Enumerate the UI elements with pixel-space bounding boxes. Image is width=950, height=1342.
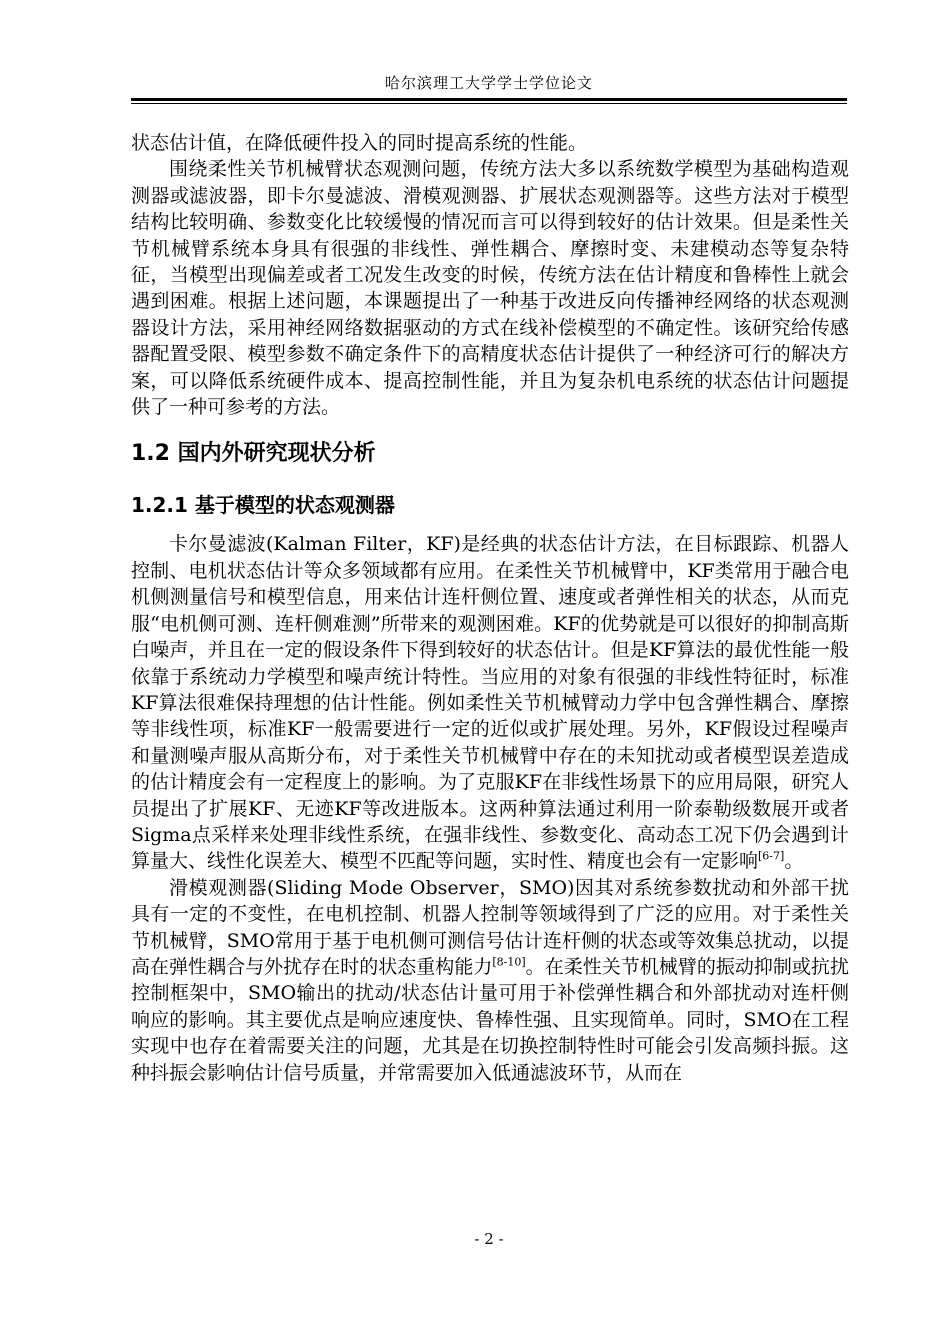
header-rule-thick [131, 98, 847, 101]
kf-text: 卡尔曼滤波(Kalman Filter，KF)是经典的状态估计方法，在目标跟踪、机器人控制、电机状态估计等众多领域都有应用。在柔性关节机械臂中，KF类常用于融合电机侧测量信号和模型信息，用来估计连杆侧位置、速度或者弹性相关的状态，从而克服“电机侧可测、连杆侧难测”所带来的观测困难。KF的优势就是可以很好的抑制高斯白噪声，并且在一定的假设条件下得到较好的状态估计。但是KF算法的最优性能一般依靠于系统动力学模型和噪声统计特性。当应用的对象有很强的非线性特征时，标准KF算法很难保持理想的估计性能。例如柔性关节机械臂动力学中包含弹性耦合、摩擦等非线性项，标准KF一般需要进行一定的近似或扩展处理。另外，KF假设过程噪声和量测噪声服从高斯分布，对于柔性关节机械臂中存在的未知扰动或者模型误差造成的估计精度会有一定程度上的影响。为了克服KF在非线性场景下的应用局限，研究人员提出了扩展KF、无迹KF等改进版本。这两种算法通过利用一阶泰勒级数展开或者Sigma点采样来处理非线性系统，在强非线性、参数变化、高动态工况下仍会遇到计算量大、线性化误差大、模型不匹配等问题，实时性、精度也会有一定影响 [131, 533, 849, 873]
paragraph-continuation: 状态估计值，在降低硬件投入的同时提高系统的性能。 [131, 132, 588, 154]
page-body [131, 130, 849, 1086]
citation-8-10: [8-10] [492, 955, 526, 969]
page-number: - 2 - [474, 1230, 504, 1248]
kf-tail: 。 [784, 850, 804, 873]
section-heading: 1.2 国内外研究现状分析 [131, 441, 376, 467]
smo-text-a: 滑模观测器(Sliding Mode Observer，SMO)因其对系统参数扰动和外部干扰具有一定的不变性，在电机控制、机器人控制等领域得到了广泛的应用。对于柔性关节机械臂，SMO常用于基于电机侧可测信号估计连杆侧的状态或等效集总扰动，以提高在弹性耦合与外扰存在时的状态重构能力 [131, 876, 849, 978]
paragraph-background: 围绕柔性关节机械臂状态观测问题，传统方法大多以系统数学模型为基础构造观测器或滤波器，即卡尔曼滤波、滑模观测器、扩展状态观测器等。这些方法对于模型结构比较明确、参数变化比较缓慢的情况而言可以得到较好的估计效果。但是柔性关节机械臂系统本身具有很强的非线性、弹性耦合、摩擦时变、未建模动态等复杂特征，当模型出现偏差或者工况发生改变的时候，传统方法在估计精度和鲁棒性上就会遇到困难。根据上述问题，本课题提出了一种基于改进反向传播神经网络的状态观测器设计方法，采用神经网络数据驱动的方式在线补偿模型的不确定性。该研究给传感器配置受限、模型参数不确定条件下的高精度状态估计提供了一种经济可行的解决方案，可以降低系统硬件成本、提高控制性能，并且为复杂机电系统的状态估计问题提供了一种可参考的方法。 [131, 158, 849, 419]
paragraph-sliding-mode-observer [131, 875, 849, 1086]
subsection-heading: 1.2.1 基于模型的状态观测器 [131, 493, 395, 518]
page-header: 哈尔滨理工大学学士学位论文 [384, 74, 593, 92]
citation-6-7: [6-7] [758, 850, 785, 864]
header-rule-thin [131, 103, 847, 104]
smo-text-b: 。在柔性关节机械臂的振动抑制或抗扰控制框架中，SMO输出的扰动/状态估计量可用于补偿弹性耦合和外部扰动对连杆侧响应的影响。其主要优点是响应速度快、鲁棒性强、且实现简单。同时，SMO在工程实现中也存在着需要关注的问题，尤其是在切换控制特性时可能会引发高频抖振。这种抖振会影响估计信号质量，并常需要加入低通滤波环节，从而在 [131, 955, 849, 1084]
paragraph-kalman-filter [131, 531, 849, 874]
